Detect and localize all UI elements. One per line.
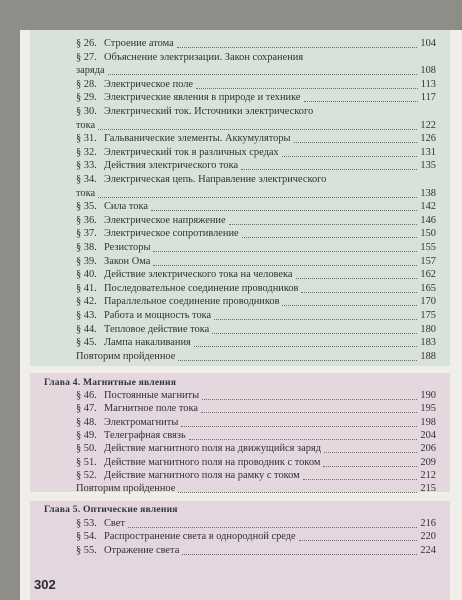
page-ref: 175 [420, 310, 436, 321]
leader-dots [324, 452, 417, 453]
page-ref: 150 [420, 228, 436, 240]
leader-dots [108, 74, 417, 75]
leader-dots [282, 305, 417, 306]
page-number: 302 [34, 577, 56, 592]
leader-dots [212, 333, 417, 334]
page-ref: 204 [420, 429, 436, 441]
section-number: § 50. [76, 443, 97, 455]
leader-dots [241, 169, 417, 170]
leader-dots [304, 101, 418, 102]
toc-entry [30, 531, 450, 543]
section-number: § 27. [76, 51, 97, 63]
toc-entry [30, 79, 450, 91]
leader-dots [151, 210, 417, 211]
section-number: § 32. [76, 146, 97, 158]
toc-entry [30, 147, 450, 159]
toc-entry [30, 545, 450, 557]
toc-block-chapter3 [30, 30, 450, 366]
page-ref: 220 [420, 531, 436, 543]
toc-entry [30, 337, 450, 349]
section-number: § 43. [76, 310, 97, 321]
toc-entry [30, 283, 450, 295]
section-number: § 30. [76, 106, 97, 117]
section-number: § 53. [76, 518, 97, 529]
toc-entry [30, 215, 450, 227]
entry-title: Повторим пройденное [76, 483, 176, 495]
page-ref: 126 [420, 133, 436, 145]
page-ref: 122 [420, 119, 436, 131]
entry-title: Повторим пройденное [76, 350, 176, 362]
leader-dots [153, 251, 417, 252]
toc-entry [30, 403, 450, 415]
chapter-heading: Глава 4. Магнитные явления [44, 377, 177, 388]
leader-dots [301, 292, 417, 293]
entry-title: Свет [104, 518, 125, 529]
book-page [20, 30, 462, 600]
entry-title: Работа и мощность тока [104, 310, 212, 321]
page-ref: 138 [420, 187, 436, 199]
toc-entry [30, 242, 450, 254]
page-ref: 215 [420, 483, 436, 495]
leader-dots [194, 346, 417, 347]
entry-title: Действия электрического тока [104, 160, 239, 172]
toc-entry [30, 390, 450, 402]
entry-title: Электрический ток в различных средах [104, 146, 279, 158]
entry-title: Телеграфная связь [104, 429, 186, 441]
page-ref: 209 [420, 456, 436, 468]
page-ref: 206 [420, 443, 436, 455]
page-ref: 104 [420, 38, 436, 49]
leader-dots [182, 554, 417, 555]
page-ref: 190 [420, 390, 436, 401]
leader-dots [229, 224, 417, 225]
leader-dots [189, 439, 417, 440]
entry-title: Действие электрического тока на человека [104, 269, 293, 281]
page-ref: 162 [420, 269, 436, 281]
entry-title: Электромагниты [104, 416, 179, 428]
section-number: § 48. [76, 416, 97, 428]
toc-entry [30, 351, 450, 363]
section-number: § 47. [76, 403, 97, 415]
page-ref: 113 [420, 78, 436, 90]
leader-dots [296, 278, 417, 279]
entry-title: Действие магнитного поля на движущийся заряд [104, 443, 321, 455]
toc-entry [30, 160, 450, 172]
section-number: § 45. [76, 337, 97, 349]
toc-entry [30, 470, 450, 482]
section-number: § 51. [76, 456, 97, 468]
entry-title: Лампа накаливания [104, 337, 191, 349]
entry-title: Параллельное соединение проводников [104, 296, 280, 308]
leader-dots [177, 47, 417, 48]
section-number: § 28. [76, 78, 97, 90]
entry-title: тока [76, 119, 96, 131]
section-number: § 39. [76, 255, 97, 267]
toc-entry [30, 174, 450, 186]
entry-title: Гальванические элементы. Аккумуляторы [104, 133, 291, 145]
section-number: § 29. [76, 92, 97, 104]
section-number: § 38. [76, 242, 97, 253]
toc-entry [30, 518, 450, 530]
entry-title: Тепловое действие тока [104, 323, 210, 335]
leader-dots [128, 527, 417, 528]
toc-entry [30, 52, 450, 64]
section-number: § 33. [76, 160, 97, 172]
toc-entry [30, 269, 450, 281]
page-ref: 108 [420, 65, 436, 77]
section-number: § 37. [76, 228, 97, 240]
entry-title: Закон Ома [104, 255, 151, 267]
page-ref: 195 [420, 403, 436, 415]
entry-title: Электрическое сопротивление [104, 228, 239, 240]
section-number: § 34. [76, 174, 97, 185]
toc-entry [30, 430, 450, 442]
section-number: § 42. [76, 296, 97, 308]
page-ref: 224 [420, 544, 436, 556]
page-ref: 142 [420, 201, 436, 213]
toc-entry [30, 38, 450, 50]
entry-title: Резисторы [104, 242, 151, 253]
toc-entry [30, 201, 450, 213]
section-number: § 36. [76, 214, 97, 226]
page-ref: 216 [420, 518, 436, 529]
entry-title: Электрические явления в природе и технике [104, 92, 301, 104]
page-ref: 131 [420, 146, 436, 158]
toc-entry [30, 310, 450, 322]
entry-title: Действие магнитного поля на проводник с током [104, 456, 321, 468]
toc-entry [30, 443, 450, 455]
page-ref: 157 [420, 255, 436, 267]
toc-entry [30, 65, 450, 77]
section-number: § 31. [76, 133, 97, 145]
entry-title: Строение атома [104, 38, 174, 49]
toc-entry [30, 256, 450, 268]
page-ref: 170 [420, 296, 436, 308]
entry-title: Электрическое напряжение [104, 214, 226, 226]
entry-title: Распространение света в однородной среде [104, 531, 296, 543]
leader-dots [98, 129, 417, 130]
toc-entry [30, 417, 450, 429]
entry-title: Постоянные магниты [104, 390, 200, 401]
page-ref: 198 [420, 416, 436, 428]
leader-dots [202, 399, 417, 400]
leader-dots [294, 142, 417, 143]
page-ref: 188 [420, 350, 436, 362]
entry-title: Магнитное поле тока [104, 403, 198, 415]
page-ref: 180 [420, 323, 436, 335]
section-number: § 35. [76, 201, 97, 213]
entry-title: заряда [76, 65, 105, 77]
entry-title: Сила тока [104, 201, 148, 213]
leader-dots [242, 237, 417, 238]
leader-dots [201, 412, 417, 413]
section-number: § 54. [76, 531, 97, 543]
section-number: § 26. [76, 38, 97, 49]
toc-block-chapter5 [30, 501, 450, 600]
section-number: § 55. [76, 544, 97, 556]
toc-entry [30, 106, 450, 118]
page-ref: 146 [420, 214, 436, 226]
entry-title: Последовательное соединение проводников [104, 282, 299, 294]
section-number: § 41. [76, 282, 97, 294]
section-number: § 52. [76, 469, 97, 481]
entry-title: Электрическая цепь. Направление электрического [104, 174, 327, 185]
entry-title: Объяснение электризации. Закон сохранения [104, 51, 304, 63]
leader-dots [214, 319, 417, 320]
page-ref: 183 [420, 337, 436, 349]
toc-entry [30, 120, 450, 132]
toc-entry [30, 296, 450, 308]
toc-entry [30, 457, 450, 469]
entry-title: тока [76, 187, 96, 199]
leader-dots [98, 197, 417, 198]
entry-title: Электрическое поле [104, 78, 194, 90]
entry-title: Действие магнитного поля на рамку с током [104, 469, 300, 481]
toc-block-chapter4 [30, 373, 450, 495]
page-ref: 165 [420, 282, 436, 294]
entry-title: Электрический ток. Источники электрического [104, 106, 314, 117]
page-ref: 117 [420, 92, 436, 104]
entry-title: Отражение света [104, 544, 180, 556]
leader-dots [303, 479, 417, 480]
leader-dots [299, 540, 417, 541]
leader-dots [178, 360, 417, 361]
page-ref: 212 [420, 469, 436, 481]
toc-entry [30, 133, 450, 145]
leader-dots [181, 426, 417, 427]
leader-dots [178, 492, 417, 493]
leader-dots [196, 88, 418, 89]
leader-dots [323, 466, 417, 467]
leader-dots [153, 265, 417, 266]
section-number: § 46. [76, 390, 97, 401]
section-number: § 40. [76, 269, 97, 281]
page-ref: 155 [420, 242, 436, 253]
toc-entry [30, 228, 450, 240]
toc-entry [30, 324, 450, 336]
chapter-heading: Глава 5. Оптические явления [44, 504, 178, 515]
toc-entry [30, 92, 450, 104]
toc-entry [30, 483, 450, 495]
toc-entry [30, 188, 450, 200]
section-number: § 49. [76, 429, 97, 441]
leader-dots [282, 156, 417, 157]
section-number: § 44. [76, 323, 97, 335]
page-ref: 135 [420, 160, 436, 172]
